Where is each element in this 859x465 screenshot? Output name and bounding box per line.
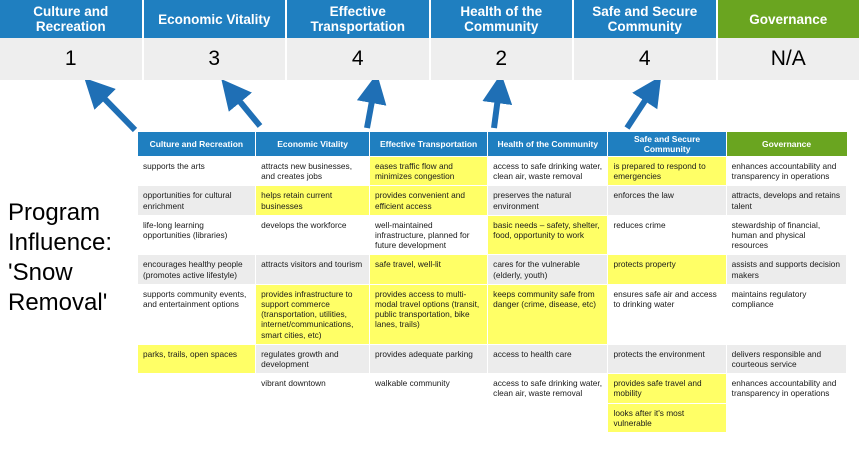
matrix-cell: enforces the law	[608, 186, 726, 215]
matrix-cell: basic needs – safety, shelter, food, opportunity to work	[488, 215, 608, 255]
matrix-cell: provides safe travel and mobility	[608, 374, 726, 403]
score-header-row	[0, 0, 859, 38]
matrix-cell: maintains regulatory compliance	[726, 284, 846, 344]
score-header-effective-transportation	[287, 0, 431, 38]
score-header-label: Culture and Recreation	[33, 4, 109, 34]
matrix-cell: opportunities for cultural enrichment	[138, 186, 256, 215]
score-header-label: Safe and Secure Community	[592, 4, 698, 34]
table-row	[138, 374, 847, 403]
score-value-effective-transportation: 4	[287, 38, 431, 80]
score-value-governance: N/A	[770, 47, 806, 70]
score-header-label: Economic Vitality	[158, 11, 271, 27]
matrix-header-row	[138, 132, 847, 157]
score-value-culture-and-recreation: 1	[0, 38, 144, 80]
score-header-label: Governance	[749, 11, 828, 27]
matrix-cell: access to safe drinking water, clean air, waste removal	[488, 374, 608, 403]
outcomes-matrix	[137, 132, 847, 433]
matrix-cell: provides access to multi-modal travel options (transit, public transportation, bike lanes, trails)	[370, 284, 488, 344]
matrix-cell: provides adequate parking	[370, 344, 488, 373]
matrix-cell	[256, 403, 370, 432]
upward-arrow-icon	[494, 90, 499, 128]
score-header-safe-and-secure-community	[574, 0, 718, 38]
matrix-header-safe-and-secure-community: Safe and Secure Community	[608, 132, 726, 157]
matrix-cell: enhances accountability and transparency in operations	[726, 157, 846, 186]
matrix-cell: protects the environment	[608, 344, 726, 373]
matrix-cell: walkable community	[370, 374, 488, 403]
matrix-cell: attracts new businesses, and creates jobs	[256, 157, 370, 186]
matrix-cell: safe travel, well-lit	[370, 255, 488, 284]
matrix-cell: reduces crime	[608, 215, 726, 255]
matrix-cell: supports community events, and entertainment options	[138, 284, 256, 344]
matrix-cell: protects property	[608, 255, 726, 284]
table-row	[138, 215, 847, 255]
matrix-cell: life-long learning opportunities (libraries)	[138, 215, 256, 255]
matrix-cell: eases traffic flow and minimizes congestion	[370, 157, 488, 186]
score-header-health-of-the-community	[431, 0, 575, 38]
matrix-cell: preserves the natural environment	[488, 186, 608, 215]
score-header-culture-and-recreation	[0, 0, 144, 38]
matrix-cell	[138, 403, 256, 432]
matrix-cell: delivers responsible and courteous service	[726, 344, 846, 373]
matrix-cell: regulates growth and development	[256, 344, 370, 373]
score-value-safe-and-secure-community: 4	[574, 38, 718, 80]
matrix-cell: stewardship of financial, human and physical resources	[726, 215, 846, 255]
score-header-label: Effective Transportation	[310, 4, 405, 34]
score-header-economic-vitality	[144, 0, 288, 38]
matrix-cell	[726, 403, 846, 432]
matrix-cell: attracts, develops and retains talent	[726, 186, 846, 215]
matrix-cell: provides convenient and efficient access	[370, 186, 488, 215]
program-influence-caption: Program Influence: 'Snow Removal'	[8, 199, 113, 316]
matrix-cell: vibrant downtown	[256, 374, 370, 403]
upward-arrow-icon	[627, 90, 652, 128]
matrix-cell: well-maintained infrastructure, planned for future development	[370, 215, 488, 255]
matrix-cell	[488, 403, 608, 432]
table-row	[138, 403, 847, 432]
upward-arrow-icon	[96, 90, 135, 130]
matrix-cell: is prepared to respond to emergencies	[608, 157, 726, 186]
matrix-cell: access to safe drinking water, clean air, waste removal	[488, 157, 608, 186]
table-row	[138, 344, 847, 373]
matrix-cell: cares for the vulnerable (elderly, youth)	[488, 255, 608, 284]
matrix-cell	[138, 374, 256, 403]
matrix-cell: ensures safe air and access to drinking water	[608, 284, 726, 344]
upward-arrow-icon	[367, 90, 374, 128]
score-header-label: Health of the Community	[460, 4, 543, 34]
arrow-group	[0, 80, 859, 135]
score-value-row	[0, 38, 859, 80]
table-row	[138, 186, 847, 215]
matrix-header-effective-transportation: Effective Transportation	[370, 132, 488, 157]
matrix-header-governance: Governance	[726, 132, 846, 157]
matrix-header-health-of-the-community: Health of the Community	[488, 132, 608, 157]
table-row	[138, 255, 847, 284]
score-summary-bar	[0, 0, 859, 80]
matrix-cell: helps retain current businesses	[256, 186, 370, 215]
score-header-governance	[718, 0, 859, 38]
matrix-cell: supports the arts	[138, 157, 256, 186]
score-value-economic-vitality: 3	[144, 38, 288, 80]
matrix-cell: encourages healthy people (promotes active lifestyle)	[138, 255, 256, 284]
matrix-cell: develops the workforce	[256, 215, 370, 255]
matrix-cell: access to health care	[488, 344, 608, 373]
matrix-cell: provides infrastructure to support commerce (transportation, utilities, internet/communications, smart cities, etc)	[256, 284, 370, 344]
matrix-cell: enhances accountability and transparency in operations	[726, 374, 846, 403]
matrix-cell	[370, 403, 488, 432]
matrix-cell: looks after it's most vulnerable	[608, 403, 726, 432]
upward-arrow-icon	[232, 92, 260, 126]
matrix-cell: assists and supports decision makers	[726, 255, 846, 284]
matrix-cell: keeps community safe from danger (crime, disease, etc)	[488, 284, 608, 344]
matrix-header-economic-vitality: Economic Vitality	[256, 132, 370, 157]
table-row	[138, 284, 847, 344]
matrix-cell: parks, trails, open spaces	[138, 344, 256, 373]
matrix-header-culture-and-recreation: Culture and Recreation	[138, 132, 256, 157]
score-value-health-of-the-community: 2	[431, 38, 575, 80]
matrix-cell: attracts visitors and tourism	[256, 255, 370, 284]
table-row	[138, 157, 847, 186]
